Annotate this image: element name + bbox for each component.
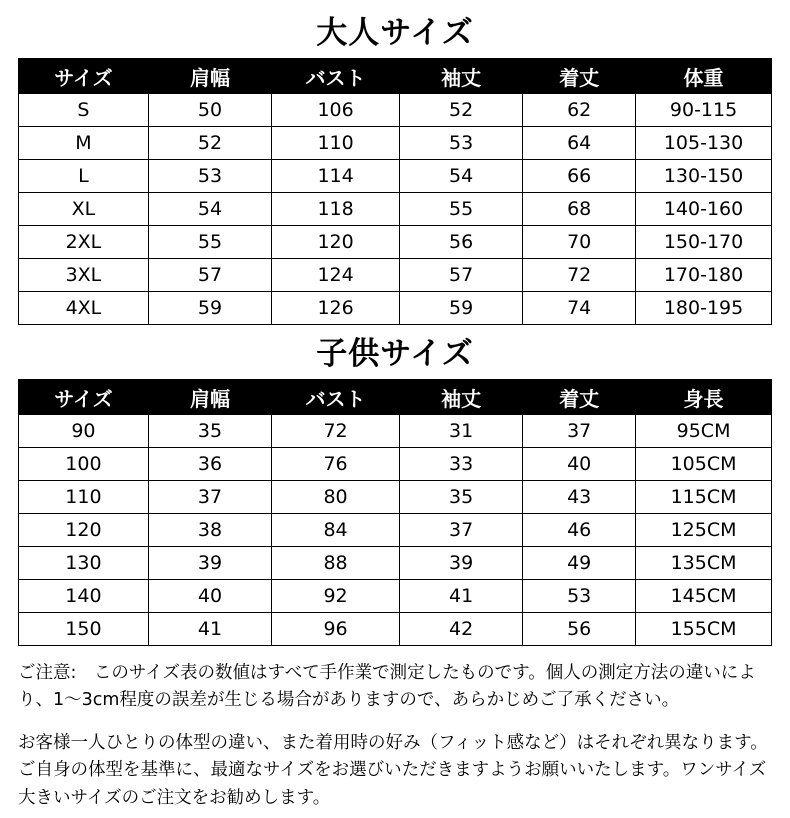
- cell-shoulder: 39: [148, 547, 271, 580]
- table-row: [19, 160, 771, 193]
- table-row: [19, 547, 771, 580]
- cell-bust: 126: [272, 292, 400, 325]
- column-header-length: 着丈: [523, 59, 636, 94]
- cell-sleeve: 42: [399, 613, 522, 646]
- cell-shoulder: 35: [148, 415, 271, 448]
- cell-height: 135CM: [636, 547, 771, 580]
- adult-size-table-wrapper: [18, 58, 772, 325]
- cell-shoulder: 40: [148, 580, 271, 613]
- table-row: [19, 448, 771, 481]
- cell-size: 120: [19, 514, 148, 547]
- cell-size: 100: [19, 448, 148, 481]
- cell-sleeve: 31: [399, 415, 522, 448]
- table-row: [19, 514, 771, 547]
- column-header-height: 身長: [636, 380, 771, 415]
- cell-sleeve: 33: [399, 448, 522, 481]
- cell-length: 53: [523, 580, 636, 613]
- note-measurement-disclaimer: ご注意: このサイズ表の数値はすべて手作業で測定したものです。個人の測定方法の違いにより、1〜3cm程度の誤差が生じる場合がありますので、あらかじめご了承ください。: [18, 663, 756, 711]
- column-header-size: サイズ: [19, 59, 148, 94]
- column-header-shoulder: 肩幅: [148, 59, 271, 94]
- cell-length: 74: [523, 292, 636, 325]
- cell-sleeve: 53: [399, 127, 522, 160]
- cell-bust: 124: [272, 259, 400, 292]
- column-header-weight: 体重: [636, 59, 771, 94]
- cell-shoulder: 50: [148, 94, 271, 127]
- cell-sleeve: 59: [399, 292, 522, 325]
- cell-length: 37: [523, 415, 636, 448]
- cell-length: 49: [523, 547, 636, 580]
- cell-sleeve: 55: [399, 193, 522, 226]
- table-row: [19, 127, 771, 160]
- cell-sleeve: 52: [399, 94, 522, 127]
- table-row: [19, 481, 771, 514]
- cell-length: 68: [523, 193, 636, 226]
- cell-shoulder: 36: [148, 448, 271, 481]
- table-row: [19, 580, 771, 613]
- cell-shoulder: 37: [148, 481, 271, 514]
- table-row: [19, 613, 771, 646]
- cell-size: L: [19, 160, 148, 193]
- cell-bust: 88: [272, 547, 400, 580]
- cell-size: XL: [19, 193, 148, 226]
- cell-length: 64: [523, 127, 636, 160]
- cell-length: 66: [523, 160, 636, 193]
- cell-sleeve: 35: [399, 481, 522, 514]
- cell-bust: 76: [272, 448, 400, 481]
- column-header-length: 着丈: [523, 380, 636, 415]
- cell-size: 140: [19, 580, 148, 613]
- note-fit-recommendation: お客様一人ひとりの体型の違い、また着用時の好み（フィット感など）はそれぞれ異なります。ご自身の体型を基準に、最適なサイズをお選びいただきますようお願いいたします。ワンサイズ大きいサイズのご注文をお勧めします。: [18, 733, 768, 808]
- cell-length: 43: [523, 481, 636, 514]
- adult-size-table: [19, 59, 771, 324]
- cell-shoulder: 57: [148, 259, 271, 292]
- cell-sleeve: 41: [399, 580, 522, 613]
- cell-length: 46: [523, 514, 636, 547]
- cell-sleeve: 56: [399, 226, 522, 259]
- notes-section: [18, 660, 772, 812]
- table-header-row: [19, 380, 771, 415]
- cell-height: 105CM: [636, 448, 771, 481]
- cell-bust: 96: [272, 613, 400, 646]
- cell-size: 3XL: [19, 259, 148, 292]
- cell-weight: 170-180: [636, 259, 771, 292]
- table-row: [19, 94, 771, 127]
- cell-shoulder: 41: [148, 613, 271, 646]
- cell-weight: 150-170: [636, 226, 771, 259]
- cell-sleeve: 37: [399, 514, 522, 547]
- cell-bust: 80: [272, 481, 400, 514]
- kids-section-title: 子供サイズ: [316, 336, 474, 372]
- table-row: [19, 193, 771, 226]
- cell-size: 2XL: [19, 226, 148, 259]
- cell-bust: 118: [272, 193, 400, 226]
- adult-section-title: 大人サイズ: [316, 15, 474, 51]
- cell-shoulder: 38: [148, 514, 271, 547]
- column-header-sleeve: 袖丈: [399, 380, 522, 415]
- cell-bust: 92: [272, 580, 400, 613]
- cell-shoulder: 54: [148, 193, 271, 226]
- cell-weight: 130-150: [636, 160, 771, 193]
- table-row: [19, 292, 771, 325]
- cell-bust: 114: [272, 160, 400, 193]
- cell-size: 130: [19, 547, 148, 580]
- cell-length: 62: [523, 94, 636, 127]
- column-header-bust: バスト: [272, 59, 400, 94]
- cell-size: 150: [19, 613, 148, 646]
- cell-length: 40: [523, 448, 636, 481]
- cell-height: 95CM: [636, 415, 771, 448]
- table-row: [19, 415, 771, 448]
- column-header-sleeve: 袖丈: [399, 59, 522, 94]
- cell-shoulder: 52: [148, 127, 271, 160]
- cell-height: 145CM: [636, 580, 771, 613]
- cell-sleeve: 39: [399, 547, 522, 580]
- cell-weight: 140-160: [636, 193, 771, 226]
- cell-length: 72: [523, 259, 636, 292]
- cell-sleeve: 57: [399, 259, 522, 292]
- kids-size-table: [19, 380, 771, 645]
- cell-bust: 84: [272, 514, 400, 547]
- cell-bust: 120: [272, 226, 400, 259]
- column-header-bust: バスト: [272, 380, 400, 415]
- cell-shoulder: 59: [148, 292, 271, 325]
- column-header-size: サイズ: [19, 380, 148, 415]
- table-header-row: [19, 59, 771, 94]
- kids-size-table-wrapper: [18, 379, 772, 646]
- cell-size: M: [19, 127, 148, 160]
- cell-weight: 105-130: [636, 127, 771, 160]
- cell-bust: 72: [272, 415, 400, 448]
- cell-weight: 180-195: [636, 292, 771, 325]
- cell-weight: 90-115: [636, 94, 771, 127]
- cell-shoulder: 53: [148, 160, 271, 193]
- cell-height: 155CM: [636, 613, 771, 646]
- cell-bust: 110: [272, 127, 400, 160]
- table-row: [19, 259, 771, 292]
- cell-shoulder: 55: [148, 226, 271, 259]
- cell-size: 90: [19, 415, 148, 448]
- cell-sleeve: 54: [399, 160, 522, 193]
- cell-length: 70: [523, 226, 636, 259]
- column-header-shoulder: 肩幅: [148, 380, 271, 415]
- cell-height: 125CM: [636, 514, 771, 547]
- cell-length: 56: [523, 613, 636, 646]
- cell-size: 110: [19, 481, 148, 514]
- cell-height: 115CM: [636, 481, 771, 514]
- cell-bust: 106: [272, 94, 400, 127]
- table-row: [19, 226, 771, 259]
- cell-size: S: [19, 94, 148, 127]
- cell-size: 4XL: [19, 292, 148, 325]
